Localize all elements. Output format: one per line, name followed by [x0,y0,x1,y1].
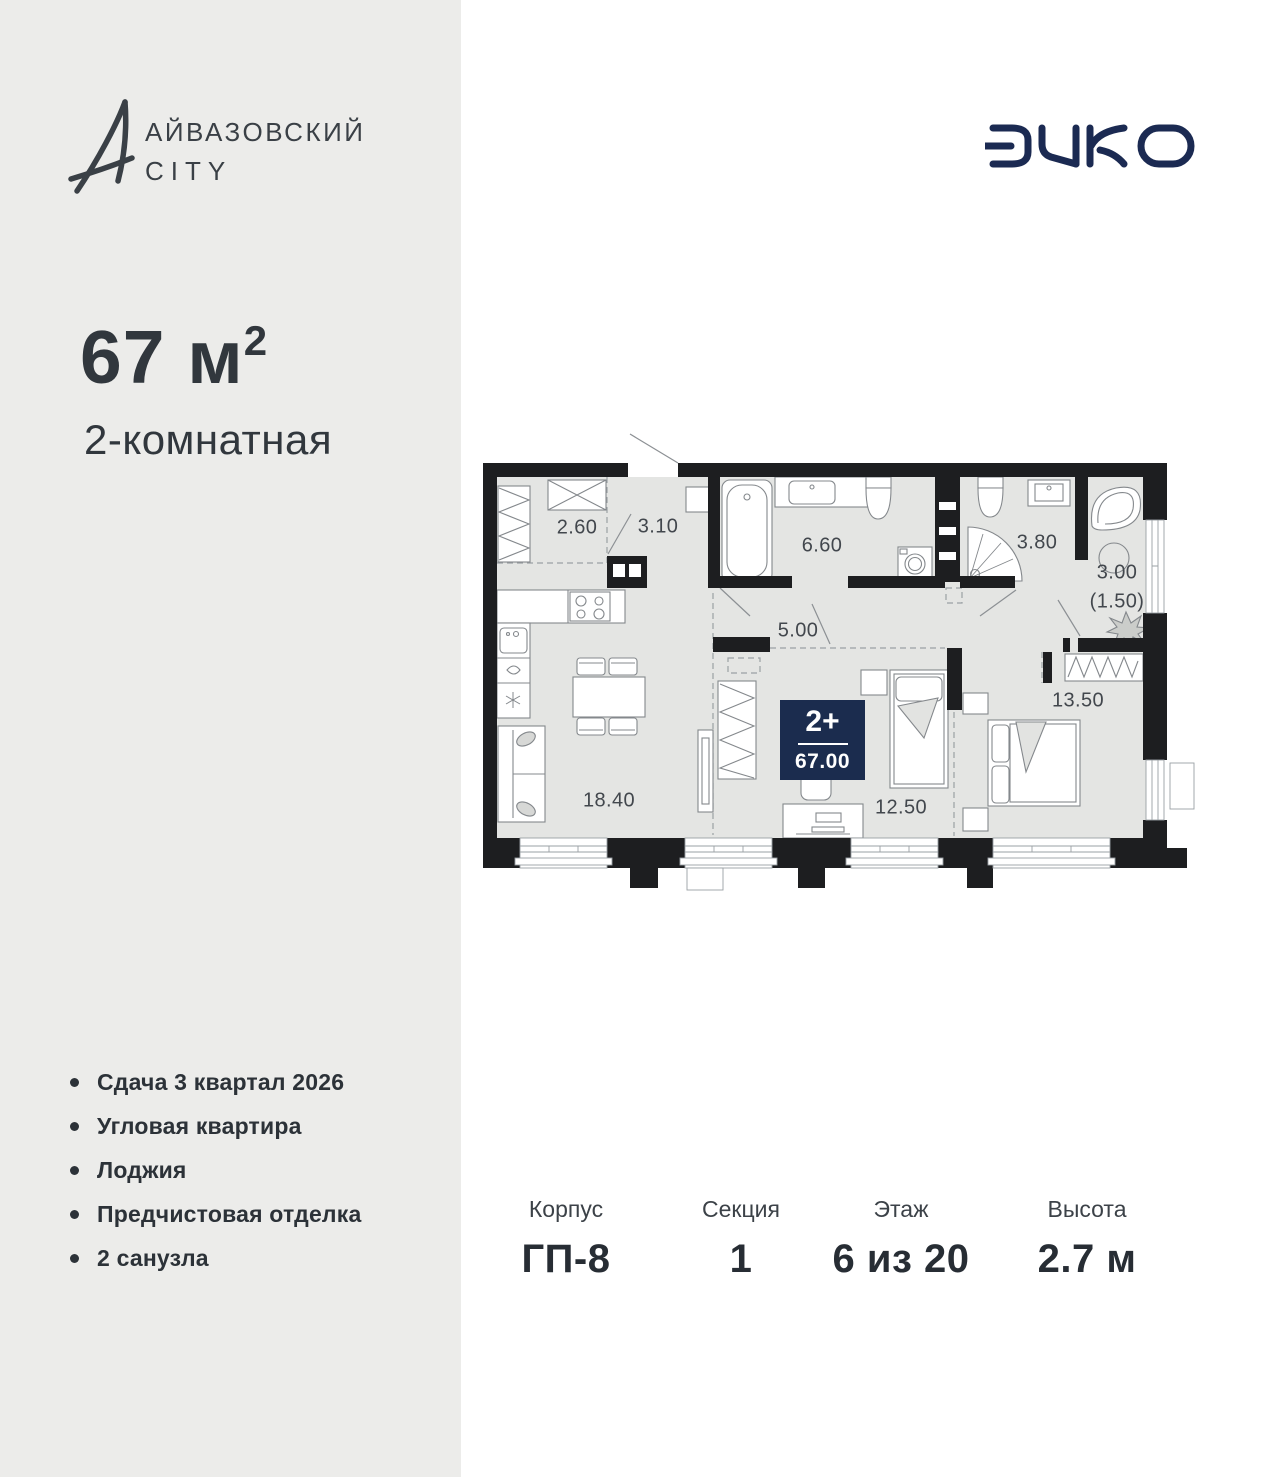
feature-item [70,1159,450,1182]
aivazovsky-logo-icon [68,98,142,194]
room-label-closet: 2.60 [556,516,598,539]
bullet-icon [70,1122,79,1131]
feature-text: 2 санузла [97,1245,209,1271]
room-label-hallway: 3.10 [637,515,679,538]
window-icon [515,838,612,868]
detail-building [522,1196,611,1282]
feature-text: Предчистовая отделка [97,1201,362,1227]
washbasin-icon [775,477,870,507]
bedroom2-wardrobe-icon [1065,654,1143,681]
floor-plan [480,430,1200,908]
bullet-icon [70,1210,79,1219]
room-label-bedroom-1: 12.50 [874,796,928,819]
window-icon [988,838,1115,868]
detail-value: 1 [729,1237,753,1281]
features-list [70,1071,450,1291]
room-label-bedroom-2: 13.50 [1051,689,1105,712]
bullet-icon [70,1078,79,1087]
detail-height [1038,1196,1137,1282]
feature-item [70,1071,450,1094]
feature-item [70,1203,450,1226]
feature-text: Лоджия [97,1157,187,1183]
room-label-bathroom: 6.60 [801,534,843,557]
brand-subname: CITY [145,156,233,186]
bullet-icon [70,1254,79,1263]
feature-item [70,1115,450,1138]
detail-label: Корпус [528,1196,604,1222]
plan-badge [780,700,865,780]
ac-unit [1170,763,1194,809]
wardrobe-icon [498,486,530,562]
area-value: 67 [80,315,166,399]
detail-label: Этаж [873,1196,929,1222]
washbasin2-icon [1028,480,1070,506]
detail-label: Секция [702,1196,780,1222]
badge-rooms: 2+ [805,704,840,738]
apartment-type: 2-комнатная [84,416,333,463]
washing-machine-icon [898,547,932,581]
badge-area: 67.00 [794,749,851,773]
room-label-loggia-half: (1.50) [1089,590,1145,613]
window-icon [1146,520,1164,613]
room-label-loggia: 3.00 [1096,561,1138,584]
dining-table-icon [573,658,645,735]
room-label-shower-room: 3.80 [1016,531,1058,554]
ac-unit [687,868,723,890]
feature-text: Угловая квартира [97,1113,302,1139]
detail-section [702,1196,780,1282]
window-icon [1146,760,1164,820]
crossed-box-icon [548,480,606,510]
brand-logo [145,119,365,184]
badge-divider [798,743,848,745]
brand-name: АЙВАЗОВСКИЙ [145,117,366,147]
room-label-kitchen-living: 18.40 [582,789,636,812]
feature-text: Сдача 3 квартал 2026 [97,1069,345,1095]
detail-value: ГП-8 [521,1237,611,1281]
area-title [80,315,269,399]
detail-value: 6 из 20 [832,1237,970,1281]
tv-panel-icon [698,730,713,812]
hall-wardrobe-icon [718,681,756,779]
sofa-icon [498,726,545,822]
bullet-icon [70,1166,79,1175]
enko-logo [985,123,1197,169]
feature-item [70,1247,450,1270]
detail-floor [833,1196,970,1282]
area-superscript: 2 [243,317,269,364]
window-icon [680,838,777,868]
toilet-icon [866,477,891,519]
window-icon [846,838,943,868]
toilet2-icon [978,477,1003,517]
detail-value: 2.7 м [1037,1237,1137,1281]
room-label-corridor: 5.00 [777,619,819,642]
area-unit: м [187,315,244,399]
detail-label: Высота [1047,1196,1127,1222]
